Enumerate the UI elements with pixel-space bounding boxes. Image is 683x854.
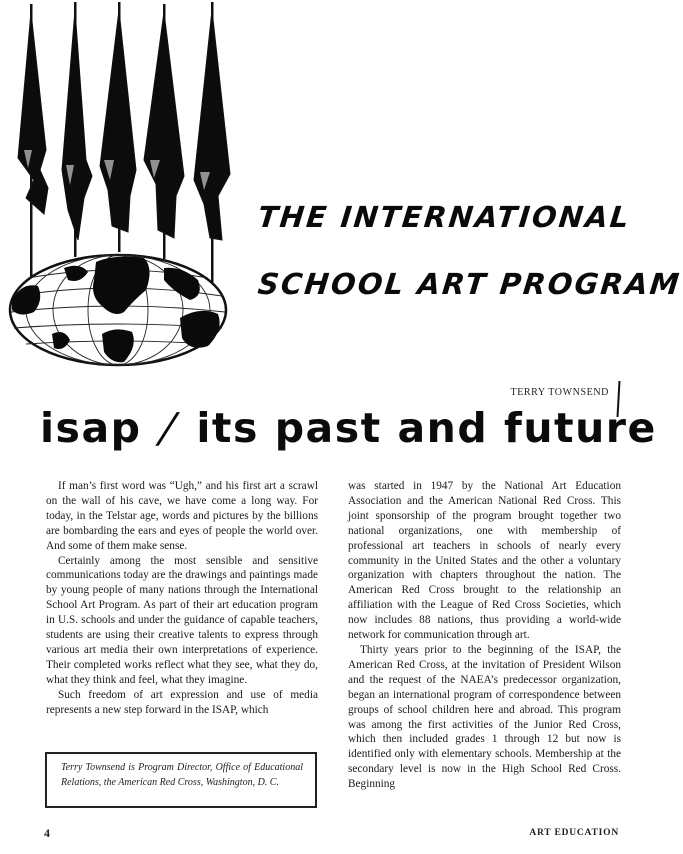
- headline-separator: /: [153, 404, 185, 452]
- article-title-line-2: SCHOOL ART PROGRAM: [256, 267, 683, 301]
- paragraph: If man’s first word was “Ugh,” and his first art a scrawl on the wall of his cave, we have come a long way. For today, in the Telstar age, words and pictures by the billions are bombarding the ears and eyes of people the world over. And some of them make sense.: [46, 480, 318, 552]
- headline-part-1: isap: [40, 404, 142, 452]
- body-column-right: [348, 479, 621, 792]
- article-headline: [40, 404, 657, 452]
- article-title-line-1: THE INTERNATIONAL: [256, 200, 633, 234]
- flag-5-icon: [194, 10, 230, 240]
- flag-1-icon: [18, 12, 48, 214]
- paragraph: Thirty years prior to the beginning of the ISAP, the American Red Cross, at the invitation of President Wilson and the request of the NAEA’s predecessor organization, began an international program of correspondence between groups of school children here and abroad. This program was among the first activities of the Junior Red Cross, which then included grades 1 through 12 but now is identified only with elementary schools. Membership at the secondary level is now in the High School Red Cross. Beginning: [348, 643, 621, 791]
- globe-icon: [10, 255, 226, 365]
- author-byline: TERRY TOWNSEND: [510, 387, 609, 398]
- flags: [18, 10, 230, 240]
- flag-2-icon: [62, 10, 92, 240]
- paragraph: Certainly among the most sensible and sensitive communications today are the drawings and paintings made by young people of many nations through the International School Art Program. As part of their art education program in U.S. schools and under the guidance of capable teachers, students are using their creative talents to express through various art media their own interpretations of experience. Their completed works reflect what they see, what they do, what they think and feel, what they imagine.: [46, 554, 318, 686]
- paragraph: was started in 1947 by the National Art Education Association and the American National Red Cross. This joint sponsorship of the program brought together two national organizations, one with membership of professional art teachers in schools of nearly every community in the United States and the other a voluntary organization with chapters throughout the nation. The American Red Cross brought to the relationship an affiliation with the League of Red Cross Societies, which now includes 88 nations, thus providing a world-wide network for communication through art.: [348, 480, 621, 642]
- author-note-text: Terry Townsend is Program Director, Office of Educational Relations, the American Red Cross, Washington, D. C.: [61, 762, 303, 788]
- page-number: 4: [44, 826, 50, 840]
- headline-part-2: its past and future: [196, 404, 657, 452]
- paragraph: Such freedom of art expression and use of media represents a new step forward in the ISAP, which: [46, 688, 318, 716]
- flag-3-icon: [100, 10, 136, 232]
- flag-4-icon: [144, 12, 184, 238]
- author-note-box: [45, 752, 317, 808]
- publication-name: ART EDUCATION: [529, 828, 619, 838]
- flags-over-globe-illustration: [4, 0, 236, 372]
- body-column-left: [46, 479, 318, 718]
